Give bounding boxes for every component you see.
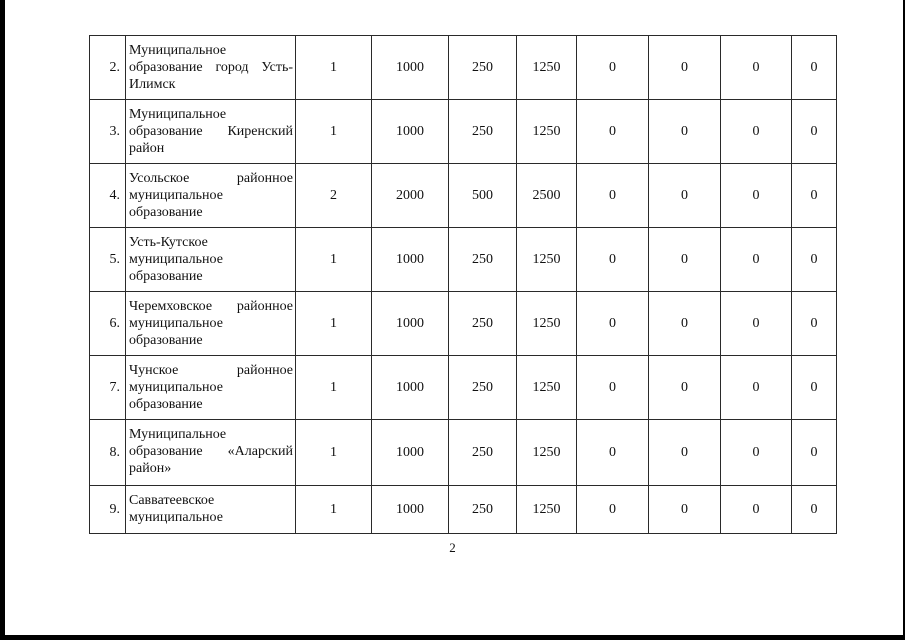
cell-col6: 0 bbox=[649, 36, 721, 100]
cell-col7: 0 bbox=[721, 164, 792, 228]
cell-count: 1 bbox=[296, 292, 372, 356]
cell-count: 1 bbox=[296, 356, 372, 420]
cell-col7: 0 bbox=[721, 36, 792, 100]
scan-edge-bottom bbox=[0, 635, 905, 640]
cell-col6: 0 bbox=[649, 356, 721, 420]
page-number: 2 bbox=[449, 540, 456, 555]
cell-col5: 0 bbox=[577, 100, 649, 164]
cell-amount: 1000 bbox=[372, 100, 449, 164]
cell-total: 1250 bbox=[517, 100, 577, 164]
cell-total: 1250 bbox=[517, 356, 577, 420]
cell-col6: 0 bbox=[649, 228, 721, 292]
municipality-name: Муниципальное образование «Аларский район» bbox=[126, 420, 296, 486]
table-body bbox=[90, 36, 837, 534]
table-row bbox=[90, 164, 837, 228]
cell-col5: 0 bbox=[577, 292, 649, 356]
cell-col7: 0 bbox=[721, 100, 792, 164]
cell-amount: 1000 bbox=[372, 420, 449, 486]
table-row bbox=[90, 356, 837, 420]
cell-col5: 0 bbox=[577, 356, 649, 420]
cell-col5: 0 bbox=[577, 228, 649, 292]
row-number: 9. bbox=[90, 486, 126, 534]
row-number: 6. bbox=[90, 292, 126, 356]
cell-cofinance: 250 bbox=[449, 100, 517, 164]
row-number: 5. bbox=[90, 228, 126, 292]
cell-amount: 1000 bbox=[372, 292, 449, 356]
municipality-name: Чунское районное муниципальное образование bbox=[126, 356, 296, 420]
cell-cofinance: 250 bbox=[449, 292, 517, 356]
cell-amount: 1000 bbox=[372, 486, 449, 534]
cell-col5: 0 bbox=[577, 486, 649, 534]
cell-total: 1250 bbox=[517, 36, 577, 100]
cell-cofinance: 250 bbox=[449, 228, 517, 292]
table-row bbox=[90, 36, 837, 100]
cell-cofinance: 250 bbox=[449, 356, 517, 420]
cell-col8: 0 bbox=[792, 100, 837, 164]
cell-col8: 0 bbox=[792, 420, 837, 486]
row-number: 7. bbox=[90, 356, 126, 420]
table-row bbox=[90, 486, 837, 534]
cell-col8: 0 bbox=[792, 164, 837, 228]
cell-col7: 0 bbox=[721, 420, 792, 486]
municipality-name: Муниципальное образование город Усть-Илимск bbox=[126, 36, 296, 100]
cell-col6: 0 bbox=[649, 164, 721, 228]
cell-col5: 0 bbox=[577, 164, 649, 228]
cell-total: 1250 bbox=[517, 420, 577, 486]
cell-col7: 0 bbox=[721, 356, 792, 420]
cell-total: 1250 bbox=[517, 292, 577, 356]
row-number: 4. bbox=[90, 164, 126, 228]
allocation-table bbox=[89, 35, 837, 534]
cell-cofinance: 500 bbox=[449, 164, 517, 228]
cell-col7: 0 bbox=[721, 292, 792, 356]
cell-col8: 0 bbox=[792, 292, 837, 356]
cell-col6: 0 bbox=[649, 100, 721, 164]
cell-count: 1 bbox=[296, 100, 372, 164]
cell-col7: 0 bbox=[721, 228, 792, 292]
cell-amount: 1000 bbox=[372, 36, 449, 100]
cell-col5: 0 bbox=[577, 36, 649, 100]
cell-col7: 0 bbox=[721, 486, 792, 534]
cell-count: 1 bbox=[296, 228, 372, 292]
cell-amount: 1000 bbox=[372, 228, 449, 292]
cell-cofinance: 250 bbox=[449, 486, 517, 534]
cell-col5: 0 bbox=[577, 420, 649, 486]
municipality-name: Савватеевское муниципальное bbox=[126, 486, 296, 534]
row-number: 8. bbox=[90, 420, 126, 486]
cell-col8: 0 bbox=[792, 486, 837, 534]
cell-col6: 0 bbox=[649, 486, 721, 534]
cell-col8: 0 bbox=[792, 228, 837, 292]
cell-count: 1 bbox=[296, 36, 372, 100]
table-row bbox=[90, 292, 837, 356]
row-number: 3. bbox=[90, 100, 126, 164]
cell-col6: 0 bbox=[649, 292, 721, 356]
cell-total: 1250 bbox=[517, 486, 577, 534]
cell-cofinance: 250 bbox=[449, 420, 517, 486]
row-number: 2. bbox=[90, 36, 126, 100]
table-row bbox=[90, 420, 837, 486]
cell-total: 1250 bbox=[517, 228, 577, 292]
table-row bbox=[90, 100, 837, 164]
municipality-name: Черемховское районное муниципальное образование bbox=[126, 292, 296, 356]
cell-cofinance: 250 bbox=[449, 36, 517, 100]
municipality-name: Усольское районное муниципальное образование bbox=[126, 164, 296, 228]
table-row bbox=[90, 228, 837, 292]
cell-col8: 0 bbox=[792, 356, 837, 420]
municipality-name: Муниципальное образование Киренский район bbox=[126, 100, 296, 164]
cell-amount: 2000 bbox=[372, 164, 449, 228]
cell-col6: 0 bbox=[649, 420, 721, 486]
cell-col8: 0 bbox=[792, 36, 837, 100]
municipality-name: Усть-Кутское муниципальное образование bbox=[126, 228, 296, 292]
cell-count: 1 bbox=[296, 486, 372, 534]
cell-total: 2500 bbox=[517, 164, 577, 228]
cell-count: 2 bbox=[296, 164, 372, 228]
cell-amount: 1000 bbox=[372, 356, 449, 420]
cell-count: 1 bbox=[296, 420, 372, 486]
